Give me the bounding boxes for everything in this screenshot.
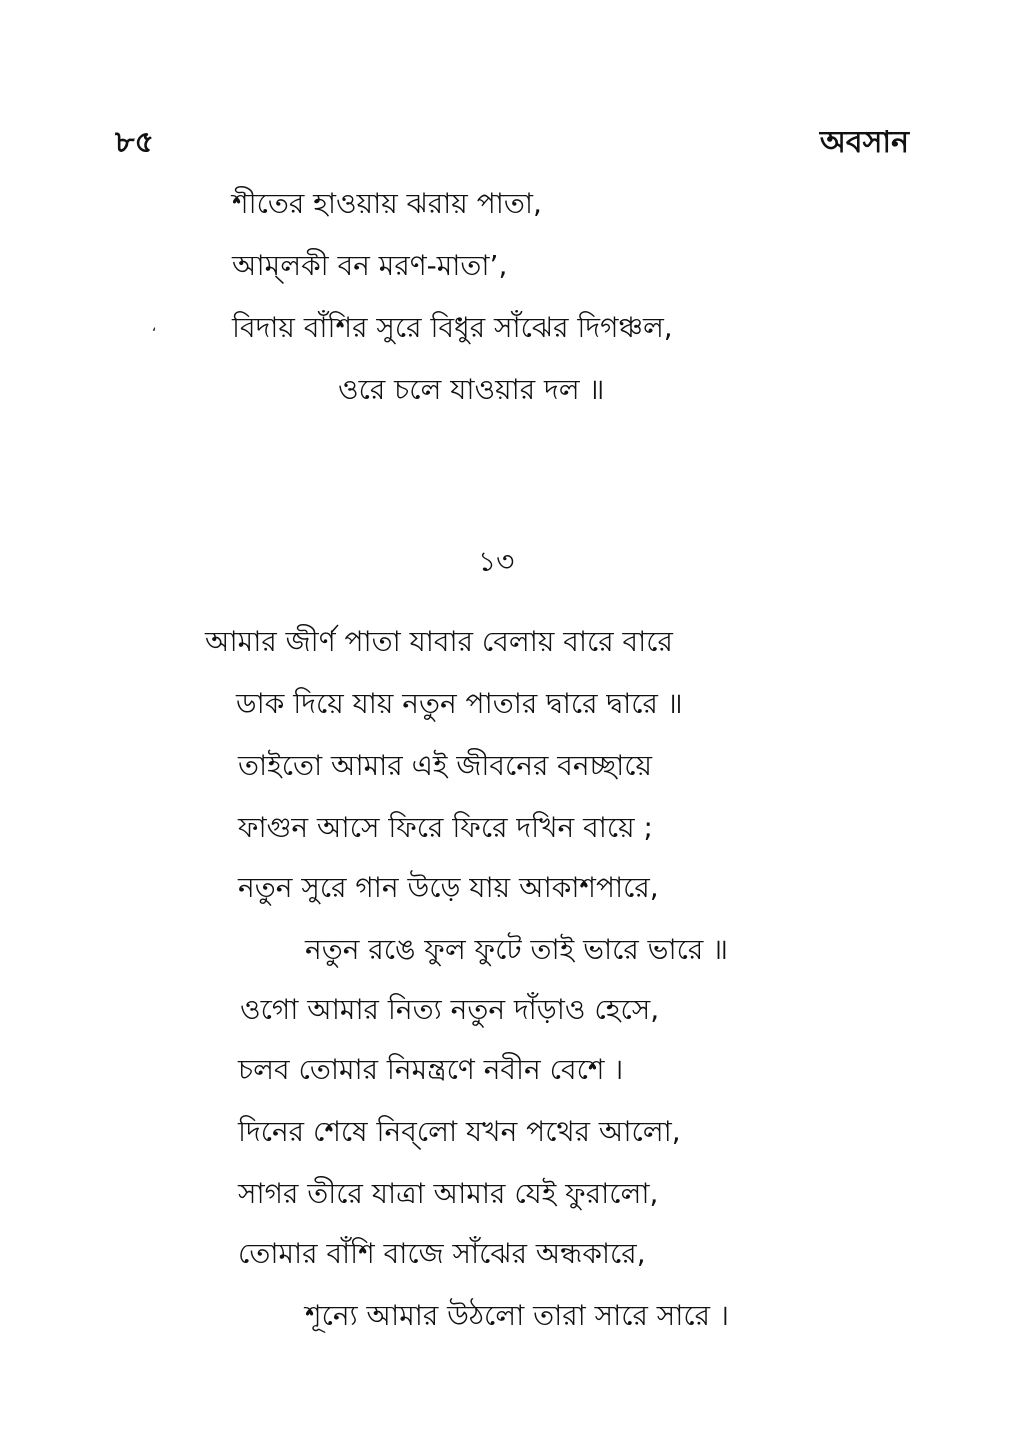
- verse-line: আম্‌লকী বন মরণ-মাতা’,: [232, 249, 508, 282]
- verse-line: নতুন রঙে ফুল ফুটে তাই ভারে ভারে ॥: [305, 933, 729, 966]
- verse-line: বিদায় বাঁশির সুরে বিধুর সাঁঝের দিগঞ্চল,: [232, 311, 673, 344]
- section-number: ১৩: [478, 545, 515, 578]
- verse-line: ফাগুন আসে ফিরে ফিরে দখিন বায়ে ;: [238, 811, 653, 844]
- stray-mark: ‘: [152, 326, 157, 342]
- verse-line: শূন্যে আমার উঠলো তারা সারে সারে ।: [305, 1299, 729, 1332]
- verse-line: ডাক দিয়ে যায় নতুন পাতার দ্বারে দ্বারে ॥: [236, 687, 683, 720]
- verse-line: সাগর তীরে যাত্রা আমার যেই ফুরালো,: [238, 1177, 659, 1210]
- running-title: অবসান: [819, 125, 909, 160]
- verse-line: চলব তোমার নিমন্ত্রণে নবীন বেশে ।: [238, 1053, 624, 1086]
- verse-line: আমার জীর্ণ পাতা যাবার বেলায় বারে বারে: [205, 625, 673, 658]
- verse-line: নতুন সুরে গান উড়ে যায় আকাশপারে,: [238, 871, 659, 904]
- page-number: ৮৫: [115, 125, 154, 160]
- verse-line: তোমার বাঁশি বাজে সাঁঝের অন্ধকারে,: [238, 1237, 646, 1270]
- verse-line: তাইতো আমার এই জীবনের বনচ্ছায়ে: [238, 749, 652, 782]
- verse-line: শীতের হাওয়ায় ঝরায় পাতা,: [232, 187, 542, 220]
- verse-line: দিনের শেষে নিব্‌লো যখন পথের আলো,: [238, 1115, 681, 1148]
- verse-line: ওরে চলে যাওয়ার দল ॥: [338, 373, 605, 406]
- verse-line: ওগো আমার নিত্য নতুন দাঁড়াও হেসে,: [240, 993, 660, 1026]
